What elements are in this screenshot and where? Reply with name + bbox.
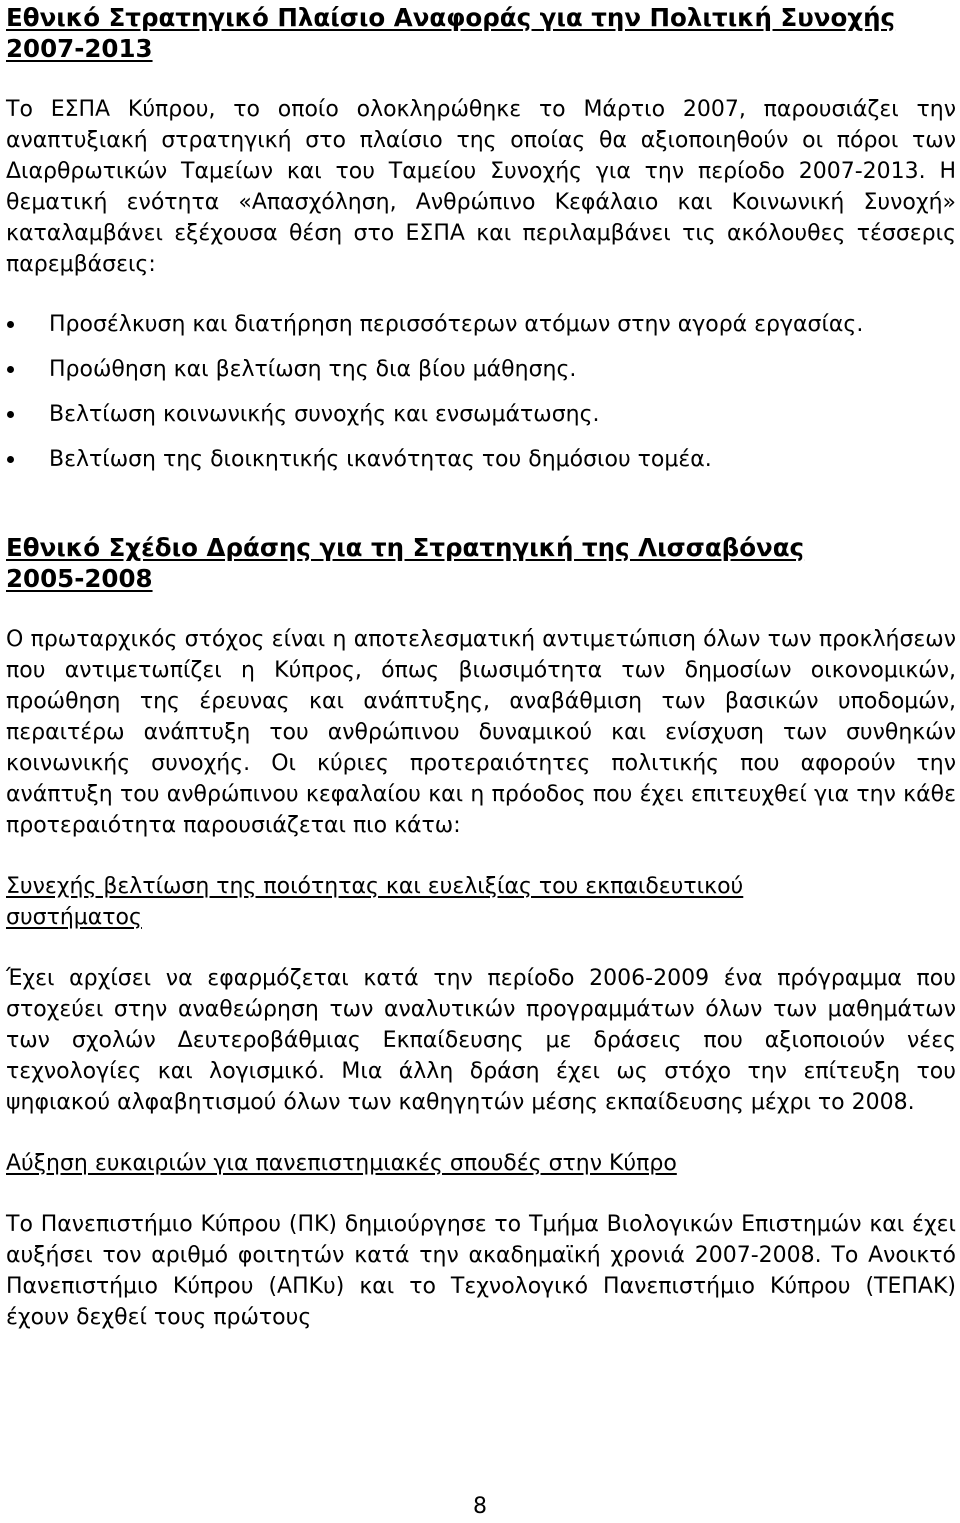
subsection-heading-line1: Συνεχής βελτίωση της ποιότητας και ευελιξίας του εκπαιδευτικού bbox=[6, 874, 744, 899]
subsection-heading-line2: συστήματος bbox=[6, 905, 142, 930]
bullet-icon bbox=[7, 411, 14, 418]
page-number: 8 bbox=[473, 1494, 487, 1519]
list-item-text: Προσέλκυση και διατήρηση περισσότερων ατόμων στην αγορά εργασίας. bbox=[49, 312, 864, 337]
section-heading-espa-line1: Εθνικό Στρατηγικό Πλαίσιο Αναφοράς για την Πολιτική Συνοχής bbox=[6, 3, 896, 32]
list-item bbox=[6, 399, 956, 430]
espa-paragraph: Το ΕΣΠΑ Κύπρου, το οποίο ολοκληρώθηκε το Μάρτιο 2007, παρουσιάζει την αναπτυξιακή στρατηγική στο πλαίσιο της οποίας θα αξιοποιηθούν οι πόροι των Διαρθρωτικών Ταμείων και του Ταμείου Συνοχής για την περίοδο 2007-2013. Η θεματική ενότητα «Απασχόληση, Ανθρώπινο Κεφάλαιο και Κοινωνική Συνοχή» καταλαμβάνει εξέχουσα θέση στο ΕΣΠΑ και περιλαμβάνει τις ακόλουθες τέσσερις παρεμβάσεις: bbox=[6, 97, 956, 277]
list-item bbox=[6, 354, 956, 385]
university-paragraph: Το Πανεπιστήμιο Κύπρου (ΠΚ) δημιούργησε το Τμήμα Βιολογικών Επιστημών και έχει αυξήσει τον αριθμό φοιτητών κατά την ακαδημαϊκή χρονιά 2007-2008. Το Ανοικτό Πανεπιστήμιο Κύπρου (ΑΠΚυ) και το Τεχνολογικό Πανεπιστήμιο Κύπρου (ΤΕΠΑΚ) έχουν δεχθεί τους πρώτους bbox=[6, 1212, 956, 1330]
bullet-icon bbox=[7, 366, 14, 373]
subsection-heading-university-opportunities: Αύξηση ευκαιριών για πανεπιστημιακές σπουδές στην Κύπρο bbox=[6, 1151, 677, 1176]
section-heading-lisbon-line1: Εθνικό Σχέδιο Δράσης για τη Στρατηγική της Λισσαβόνας bbox=[6, 533, 805, 562]
list-item bbox=[6, 444, 956, 475]
list-item-text: Προώθηση και βελτίωση της δια βίου μάθησης. bbox=[49, 357, 577, 382]
lisbon-paragraph: Ο πρωταρχικός στόχος είναι η αποτελεσματική αντιμετώπιση όλων των προκλήσεων που αντιμετωπίζει η Κύπρος, όπως βιωσιμότητα των δημοσίων οικονομικών, προώθηση της έρευνας και ανάπτυξης, αναβάθμιση των βασικών υποδομών, περαιτέρω ανάπτυξη του ανθρώπινου δυναμικού και ενίσχυση των συνθηκών κοινωνικής συνοχής. Οι κύριες προτεραιότητες πολιτικής που αφορούν την ανάπτυξη του ανθρώπινου κεφαλαίου και η πρόοδος που έχει επιτευχθεί για την κάθε προτεραιότητα παρουσιάζεται πιο κάτω: bbox=[6, 627, 956, 838]
subsection-heading-education-quality bbox=[6, 871, 956, 933]
list-item bbox=[6, 309, 956, 340]
list-item-text: Βελτίωση της διοικητικής ικανότητας του δημόσιου τομέα. bbox=[49, 447, 712, 472]
education-quality-paragraph: Έχει αρχίσει να εφαρμόζεται κατά την περίοδο 2006-2009 ένα πρόγραμμα που στοχεύει στην αναθεώρηση των αναλυτικών προγραμμάτων όλων των μαθημάτων των σχολών Δευτεροβάθμιας Εκπαίδευσης με δράσεις που αξιοποιούν νέες τεχνολογίες και λογισμικό. Μια άλλη δράση έχει ως στόχο την επίτευξη του ψηφιακού αλφαβητισμού όλων των καθηγητών μέσης εκπαίδευσης μέχρι το 2008. bbox=[6, 966, 956, 1115]
section-heading-lisbon bbox=[6, 532, 956, 594]
document-page bbox=[6, 2, 956, 1333]
list-item-text: Βελτίωση κοινωνικής συνοχής και ενσωμάτωσης. bbox=[49, 402, 600, 427]
bullet-icon bbox=[7, 321, 14, 328]
section-heading-espa bbox=[6, 2, 956, 64]
bullet-icon bbox=[7, 456, 14, 463]
section-heading-lisbon-line2: 2005-2008 bbox=[6, 564, 153, 593]
section-heading-espa-line2: 2007-2013 bbox=[6, 34, 153, 63]
espa-interventions-list bbox=[6, 309, 956, 475]
